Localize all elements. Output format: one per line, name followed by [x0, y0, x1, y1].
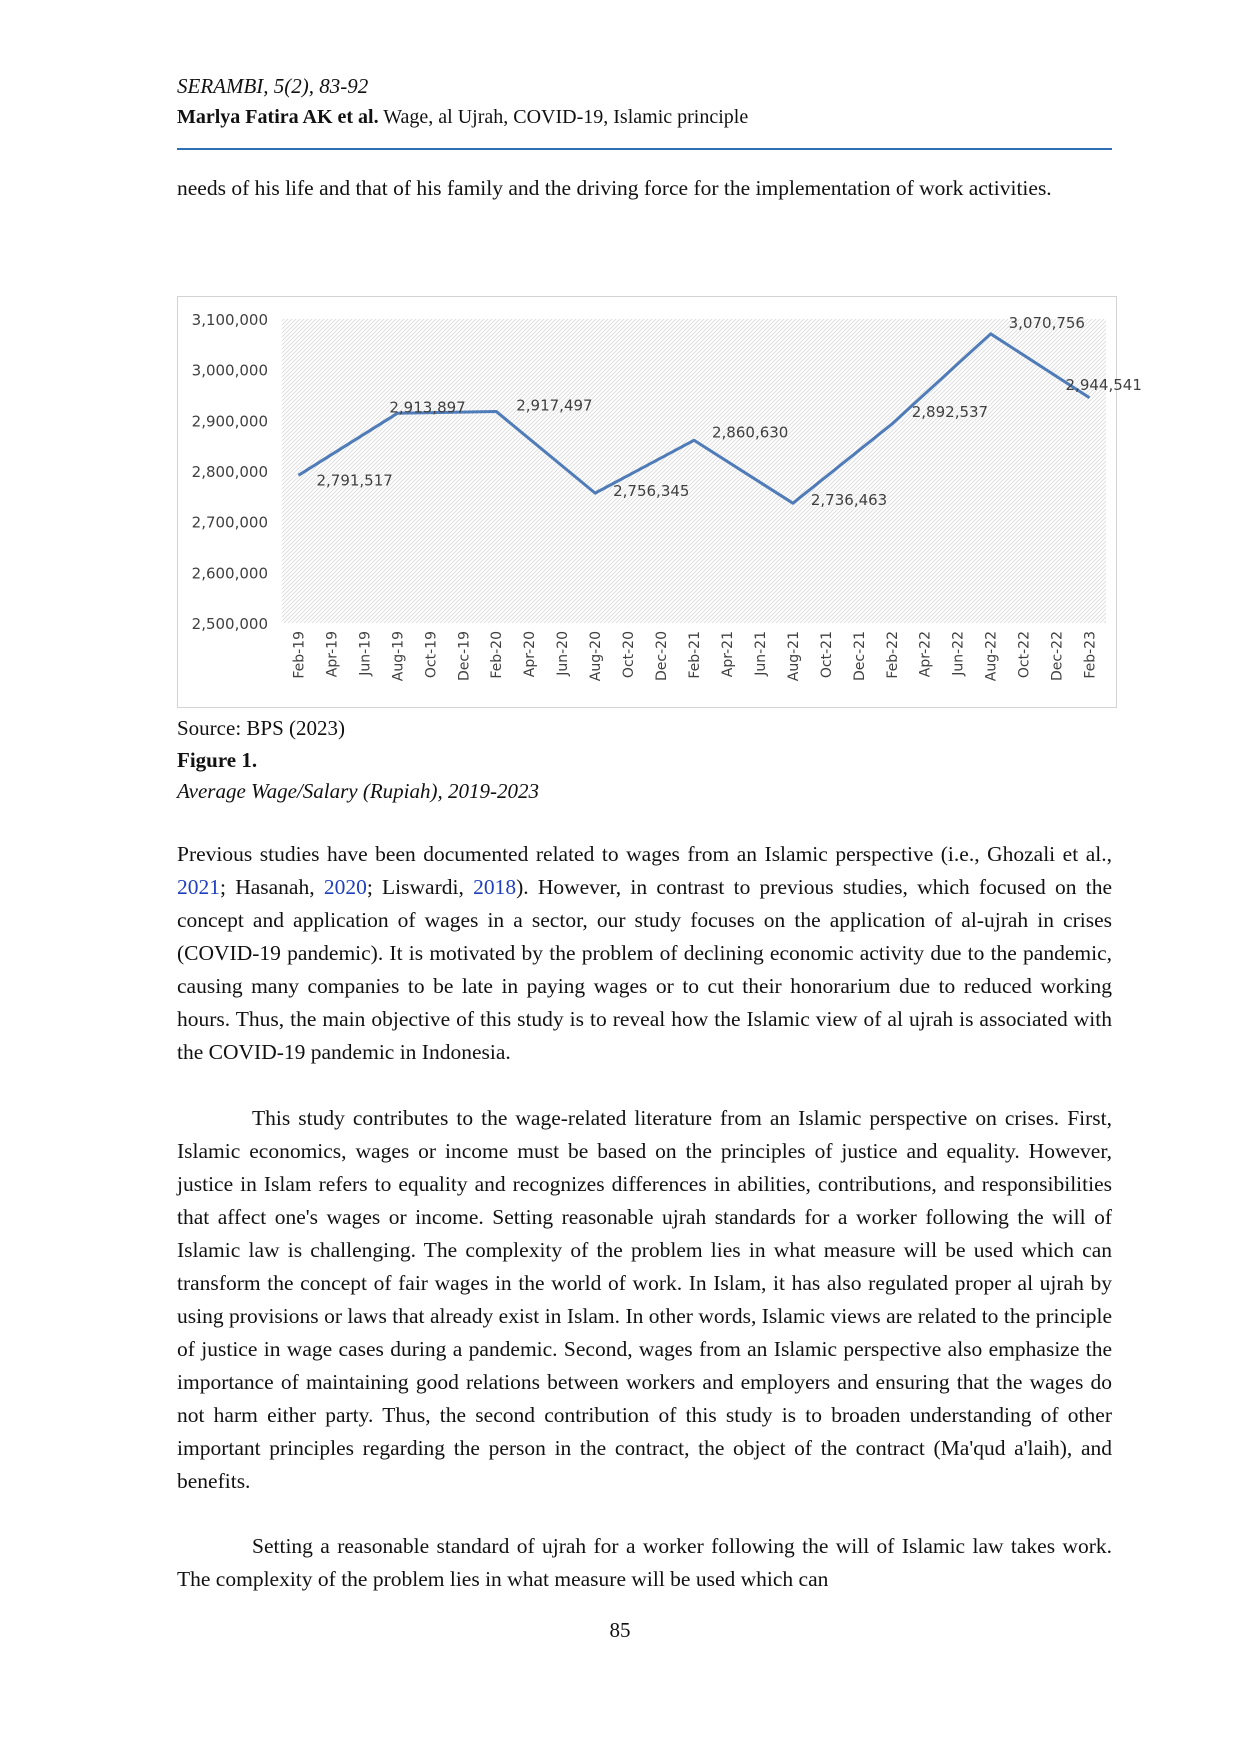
x-tick-label: Dec-19: [456, 631, 473, 681]
x-tick-label: Dec-22: [1049, 631, 1066, 681]
plot-area: [282, 319, 1106, 623]
x-tick-label: Dec-20: [654, 631, 671, 681]
line-chart: [178, 297, 1142, 707]
x-tick-label: Apr-20: [522, 631, 539, 678]
x-tick-label: Aug-19: [390, 631, 407, 682]
x-tick-label: Feb-23: [1082, 631, 1099, 679]
x-tick-label: Feb-19: [291, 631, 308, 679]
y-tick-label: 2,900,000: [191, 412, 268, 431]
x-tick-label: Oct-19: [423, 631, 440, 679]
data-label: 2,756,345: [613, 482, 690, 501]
x-tick-label: Jun-22: [950, 631, 967, 676]
paragraph-previous-studies: [177, 838, 1112, 1069]
page-number: 85: [609, 1618, 631, 1642]
y-tick-label: 3,100,000: [191, 311, 268, 329]
citation-link-2021[interactable]: 2021: [177, 875, 220, 899]
x-tick-label: Feb-22: [884, 631, 901, 679]
intro-paragraph: needs of his life and that of his family and the driving force for the implementation of work activities.: [177, 176, 1052, 200]
x-tick-label: Feb-20: [489, 631, 506, 679]
data-label: 2,860,630: [712, 423, 789, 442]
x-tick-label: Jun-19: [357, 631, 374, 676]
figure-1-chart: [177, 296, 1142, 708]
x-tick-label: Jun-21: [752, 631, 769, 676]
x-tick-label: Apr-19: [324, 631, 341, 678]
p1-text-2: ; Hasanah,: [220, 875, 324, 899]
running-header-keywords: Wage, al Ujrah, COVID-19, Islamic principle: [383, 106, 749, 128]
header-rule: [177, 148, 1112, 150]
paragraph-setting-standard: Setting a reasonable standard of ujrah for a worker following the will of Islamic law takes work. The complexity of the problem lies in what measure will be used which can: [177, 1534, 1112, 1591]
data-label: 2,892,537: [911, 403, 989, 422]
y-tick-label: 2,800,000: [191, 463, 268, 481]
x-tick-label: Oct-20: [621, 631, 638, 679]
data-label: 2,791,517: [316, 471, 393, 490]
x-tick-label: Jun-20: [555, 631, 572, 676]
running-header-authors: Marlya Fatira AK et al.: [177, 106, 379, 128]
x-tick-label: Apr-21: [719, 631, 736, 678]
citation-link-2018[interactable]: 2018: [473, 875, 517, 899]
y-tick-label: 2,600,000: [191, 564, 268, 583]
paragraph-contributions: This study contributes to the wage-related literature from an Islamic perspective on crises. First, Islamic economics, wages or income must be based on the principles of justice and equality. However, justice in Islam refers to equality and recognizes differences in abilities, contributions, and responsibilities that affect one's wages or income. Setting reasonable ujrah standards for a worker following the will of Islamic law is challenging. The complexity of the problem lies in what measure will be used which can transform the concept of fair wages in the world of work. In Islam, it has also regulated proper al ujrah by using provisions or laws that already exist in Islam. In other words, Islamic views are related to the principle of justice in wage cases during a pandemic. Second, wages from an Islamic perspective also emphasize the importance of maintaining good relations between workers and employers and ensuring that the wages do not harm either party. Thus, the second contribution of this study is to broaden understanding of other important principles regarding the person in the contract, the object of the contract (Ma'qud a'laih), and benefits.: [177, 1106, 1112, 1493]
running-header: [177, 106, 748, 129]
x-tick-label: Oct-21: [818, 631, 835, 679]
figure-label: Figure 1.: [177, 748, 258, 772]
y-tick-label: 2,700,000: [191, 513, 268, 532]
x-tick-label: Aug-21: [785, 631, 802, 682]
journal-citation: SERAMBI, 5(2), 83-92: [177, 74, 369, 98]
x-tick-label: Dec-21: [851, 631, 868, 681]
figure-source: Source: BPS (2023): [177, 716, 345, 740]
x-tick-label: Oct-22: [1016, 631, 1033, 679]
y-tick-label: 2,500,000: [191, 615, 268, 633]
data-label: 2,917,497: [516, 396, 593, 415]
p1-text-1: Previous studies have been documented related to wages from an Islamic perspective (i.e., Ghozali et al.,: [177, 842, 1112, 866]
data-label: 2,736,463: [810, 491, 888, 510]
data-label: 2,913,897: [389, 398, 466, 417]
p1-text-3: ; Liswardi,: [366, 875, 474, 899]
citation-link-2020[interactable]: 2020: [323, 875, 367, 899]
data-label: 2,944,541: [1065, 375, 1142, 394]
x-tick-label: Aug-20: [588, 631, 605, 682]
y-tick-label: 3,000,000: [191, 361, 268, 380]
p1-text-4: ). However, in contrast to previous studies, which focused on the concept and application of wages in a sector, our study focuses on the application of al-ujrah in crises (COVID-19 pandemic). It is motivated by the problem of declining economic activity due to the pandemic, causing many companies to be late in paying wages or to cut their honorarium due to reduced working hours. Thus, the main objective of this study is to reveal how the Islamic view of al ujrah is associated with the COVID-19 pandemic in Indonesia.: [177, 875, 1112, 1064]
x-tick-label: Feb-21: [687, 631, 703, 679]
figure-title: Average Wage/Salary (Rupiah), 2019-2023: [177, 779, 539, 803]
x-tick-label: Aug-22: [983, 631, 1000, 682]
x-tick-label: Apr-22: [917, 631, 934, 678]
data-label: 3,070,756: [1008, 313, 1085, 332]
chart-svg: [178, 297, 1142, 707]
